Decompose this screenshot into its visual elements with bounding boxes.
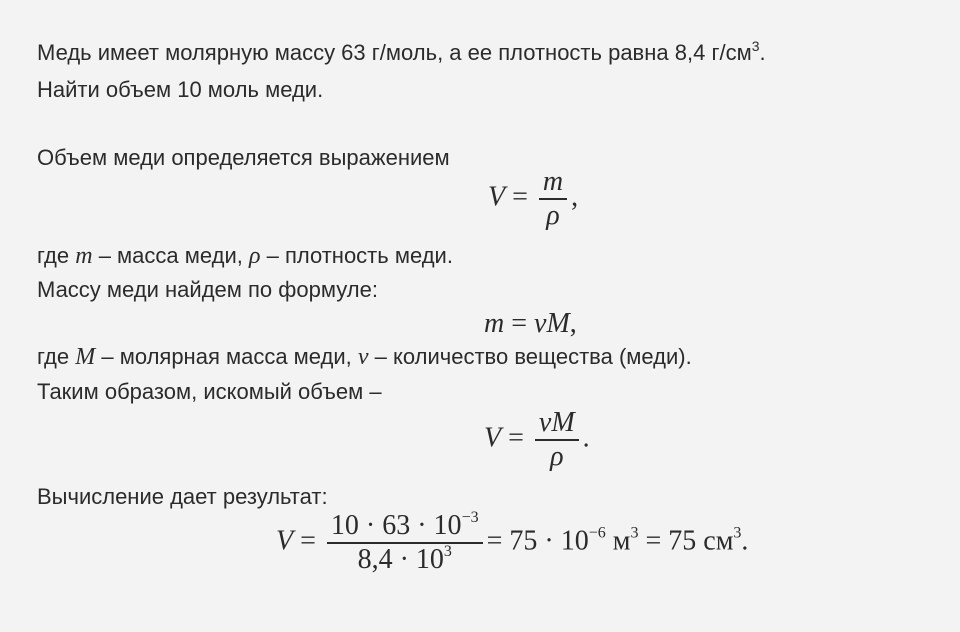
formula-3-numerator: νM xyxy=(538,407,575,438)
problem-line-1 xyxy=(37,40,766,66)
formula-1-denominator: ρ xyxy=(546,200,560,231)
formula-4-unit2-exp: 3 xyxy=(733,524,742,542)
formula-volume-2 xyxy=(484,407,590,473)
formula-2-rhs: νM xyxy=(534,308,570,339)
thus-line: Таким образом, искомый объем – xyxy=(37,379,382,404)
formula-1-tail: , xyxy=(571,181,579,213)
where-1-c: – плотность меди. xyxy=(260,243,453,268)
problem-line-1-end: . xyxy=(759,40,766,65)
formula-1-lhs: V xyxy=(488,181,506,213)
problem-line-1-text: Медь имеет молярную массу 63 г/моль, а ее плотность равна 8,4 г/см xyxy=(37,40,752,65)
formula-2-lhs: m xyxy=(484,308,505,339)
formula-2-tail: , xyxy=(569,308,577,339)
where-line-2 xyxy=(37,344,692,370)
formula-volume-1 xyxy=(488,166,578,232)
where-2-c: – количество вещества (меди). xyxy=(368,344,692,369)
formula-4-fraction xyxy=(327,510,483,576)
formula-4-eq3: = 75 см xyxy=(638,525,734,557)
where-1-a: где xyxy=(37,243,76,268)
formula-4-numerator-exponent: −3 xyxy=(461,509,479,526)
formula-1-numerator: m xyxy=(542,166,564,197)
formula-4-eq2: = 75 · 10 xyxy=(486,525,589,557)
where-1-b: – масса меди, xyxy=(92,243,249,268)
calc-intro: Вычисление дает результат: xyxy=(37,484,328,509)
where-2-nu: ν xyxy=(357,344,369,370)
where-line-1 xyxy=(37,243,453,269)
formula-4-tail: . xyxy=(741,525,749,557)
formula-3-lhs: V xyxy=(484,422,502,454)
where-2-b: – молярная масса меди, xyxy=(95,344,358,369)
formula-4-denominator-base: 8,4 · 10 xyxy=(357,544,444,575)
formula-4-denominator-exponent: 3 xyxy=(443,543,452,560)
formula-mass xyxy=(484,308,577,340)
formula-3-denominator: ρ xyxy=(550,441,564,472)
where-1-rho: ρ xyxy=(248,243,261,269)
formula-1-fraction xyxy=(539,166,567,232)
where-1-m: m xyxy=(75,243,93,269)
formula-1-eq: = xyxy=(512,181,528,213)
formula-2-eq: = xyxy=(511,308,528,339)
formula-3-eq: = xyxy=(508,422,524,454)
formula-4-unit1: м xyxy=(605,525,631,557)
formula-4-exp2: −6 xyxy=(588,524,606,542)
formula-4-lhs: V xyxy=(276,525,294,557)
formula-4-numerator xyxy=(327,510,483,542)
formula-4-numerator-base: 10 · 63 · 10 xyxy=(330,510,462,541)
where-2-M: M xyxy=(75,344,96,370)
solution-intro: Объем меди определяется выражением xyxy=(37,145,450,170)
formula-4-eq: = xyxy=(300,525,316,557)
formula-4-unit1-exp: 3 xyxy=(630,524,639,542)
formula-3-tail: . xyxy=(582,422,590,454)
formula-result xyxy=(276,510,748,576)
where-2-a: где xyxy=(37,344,76,369)
formula-4-denominator xyxy=(327,544,483,576)
formula-3-fraction xyxy=(535,407,579,473)
problem-line-1-superscript: 3 xyxy=(751,38,760,54)
problem-line-2: Найти объем 10 моль меди. xyxy=(37,77,324,102)
mass-intro: Массу меди найдем по формуле: xyxy=(37,277,378,302)
